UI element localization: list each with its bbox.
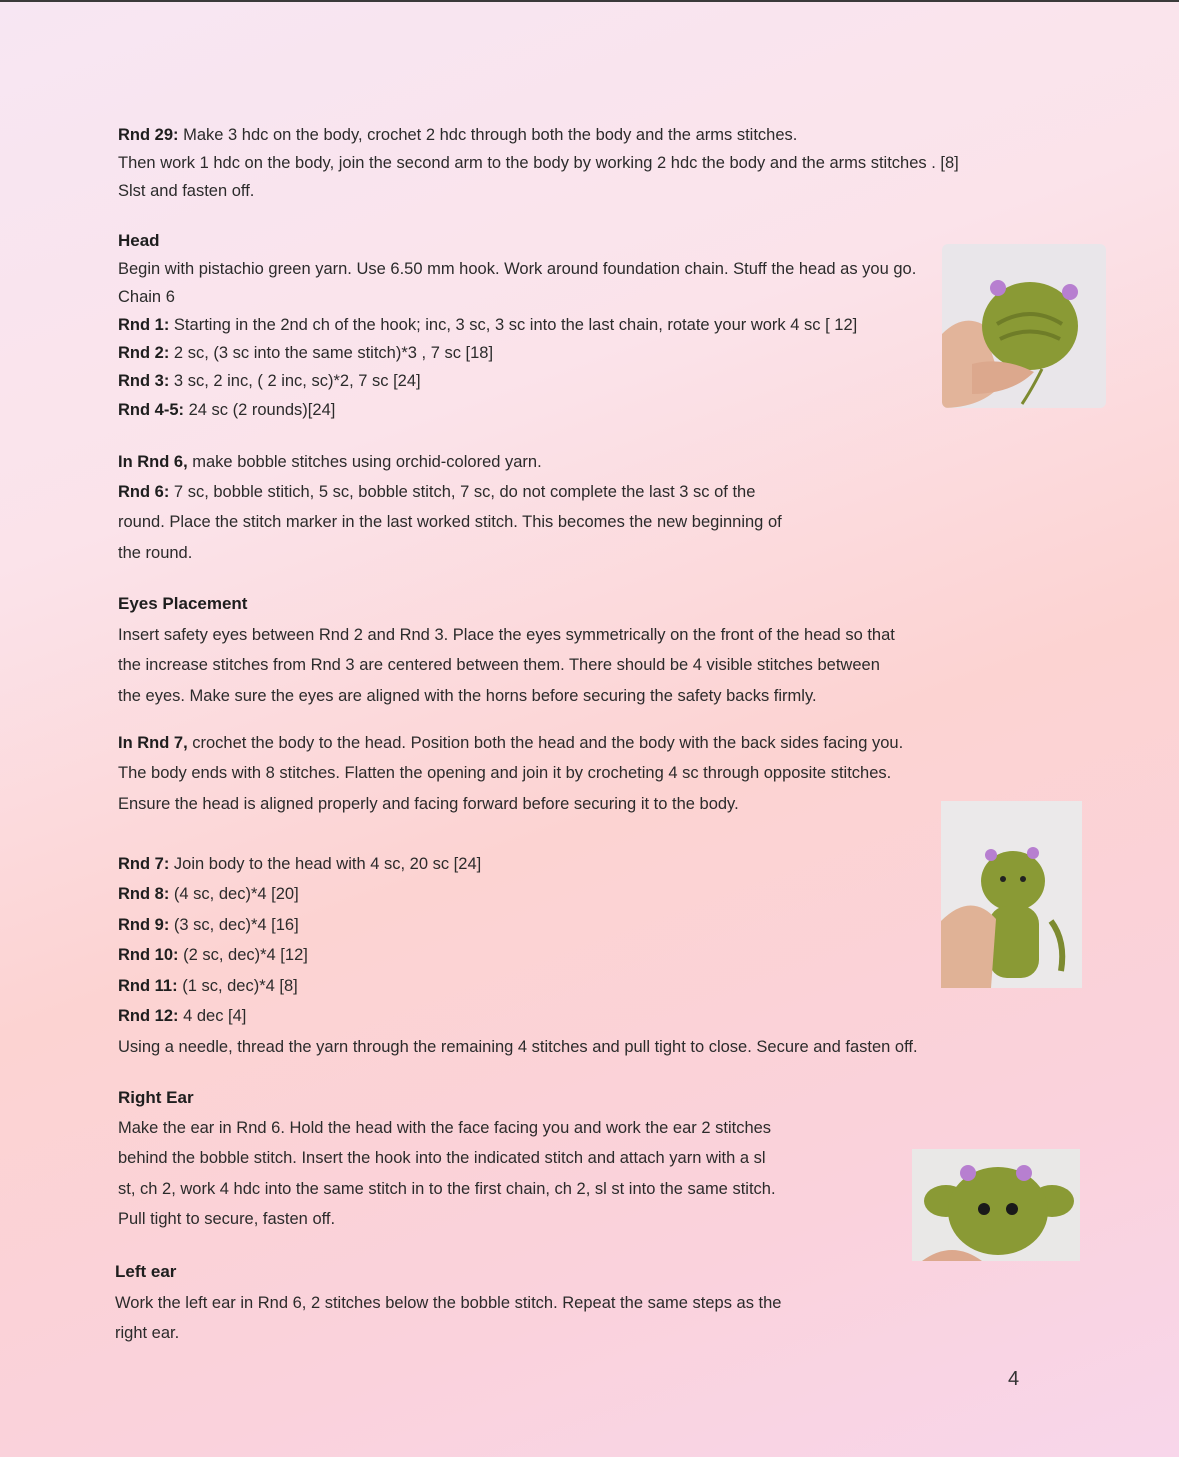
head-rnd1: Rnd 1: Starting in the 2nd ch of the hook; inc, 3 sc, 3 sc into the last chain, rotate your work 4 sc [ 12] [118, 316, 858, 334]
rnd6-line3: the round. [118, 544, 193, 562]
rnd7-line2: The body ends with 8 stitches. Flatten the opening and join it by crocheting 4 sc through opposite stitches. [118, 764, 892, 782]
head-rnd3: Rnd 3: 3 sc, 2 inc, ( 2 inc, sc)*2, 7 sc [24] [118, 372, 421, 390]
right-ear-line2: behind the bobble stitch. Insert the hook into the indicated stitch and attach yarn with a sl [118, 1149, 766, 1167]
photo-body-in-hand [941, 801, 1082, 988]
right-ear-line1: Make the ear in Rnd 6. Hold the head with the face facing you and work the ear 2 stitches [118, 1119, 772, 1137]
rnd29-line3: Slst and fasten off. [118, 182, 255, 200]
rnd7-line3: Ensure the head is aligned properly and facing forward before securing it to the body. [118, 795, 739, 813]
rnd9-row: Rnd 9: (3 sc, dec)*4 [16] [118, 916, 299, 934]
head-intro: Begin with pistachio green yarn. Use 6.50 mm hook. Work around foundation chain. Stuff the head as you go. [118, 260, 917, 278]
photo-head-with-ears [912, 1149, 1080, 1261]
rnd7-intro: In Rnd 7, crochet the body to the head. Position both the head and the body with the back sides facing you. [118, 734, 904, 752]
rnd12-row: Rnd 12: 4 dec [4] [118, 1007, 247, 1025]
rnd29-line2: Then work 1 hdc on the body, join the second arm to the body by working 2 hdc the body and the arms stitches . [8] [118, 154, 959, 172]
rnd6-intro: In Rnd 6, make bobble stitches using orchid-colored yarn. [118, 453, 542, 471]
rnd29-line1: Rnd 29: Make 3 hdc on the body, crochet 2 hdc through both the body and the arms stitches. [118, 126, 798, 144]
head-chain: Chain 6 [118, 288, 175, 306]
left-ear-line2: right ear. [115, 1324, 180, 1342]
top-border [0, 0, 1179, 2]
page-number: 4 [1008, 1368, 1020, 1390]
eyes-heading: Eyes Placement [118, 594, 248, 613]
left-ear-heading: Left ear [115, 1262, 177, 1281]
eyes-line2: the increase stitches from Rnd 3 are centered between them. There should be 4 visible stitches between [118, 656, 880, 674]
photo-head-in-hand [942, 244, 1106, 408]
rnd7-row: Rnd 7: Join body to the head with 4 sc, 20 sc [24] [118, 855, 482, 873]
head-heading: Head [118, 231, 160, 250]
left-ear-line1: Work the left ear in Rnd 6, 2 stitches below the bobble stitch. Repeat the same steps as the [115, 1294, 782, 1312]
rnd8-row: Rnd 8: (4 sc, dec)*4 [20] [118, 885, 299, 903]
right-ear-line4: Pull tight to secure, fasten off. [118, 1210, 336, 1228]
right-ear-line3: st, ch 2, work 4 hdc into the same stitch in to the first chain, ch 2, sl st into the same stitch. [118, 1180, 776, 1198]
rnd6-line2: round. Place the stitch marker in the last worked stitch. This becomes the new beginning of [118, 513, 782, 531]
head-rnd4-5: Rnd 4-5: 24 sc (2 rounds)[24] [118, 401, 336, 419]
eyes-line3: the eyes. Make sure the eyes are aligned with the horns before securing the safety backs firmly. [118, 687, 817, 705]
rnd11-row: Rnd 11: (1 sc, dec)*4 [8] [118, 977, 298, 995]
right-ear-heading: Right Ear [118, 1088, 194, 1107]
head-rnd2: Rnd 2: 2 sc, (3 sc into the same stitch)*3 , 7 sc [18] [118, 344, 494, 362]
rnd6-line1: Rnd 6: 7 sc, bobble stitich, 5 sc, bobble stitch, 7 sc, do not complete the last 3 sc of the [118, 483, 756, 501]
eyes-line1: Insert safety eyes between Rnd 2 and Rnd 3. Place the eyes symmetrically on the front of the head so that [118, 626, 895, 644]
close-instruction: Using a needle, thread the yarn through the remaining 4 stitches and pull tight to close. Secure and fasten off. [118, 1038, 918, 1056]
rnd10-row: Rnd 10: (2 sc, dec)*4 [12] [118, 946, 308, 964]
